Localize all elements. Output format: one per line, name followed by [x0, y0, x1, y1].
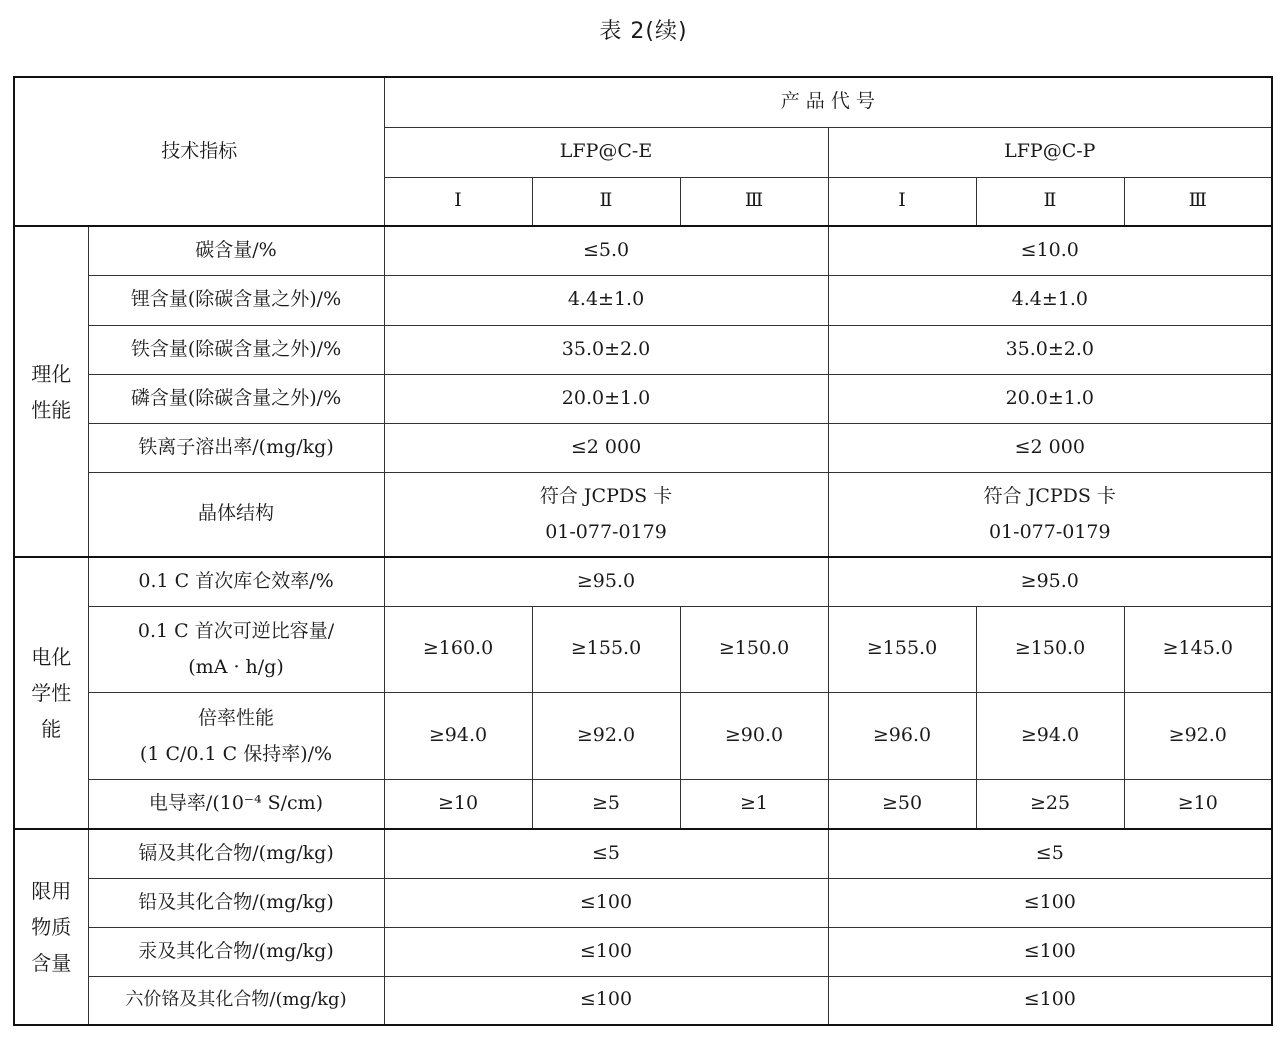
row-label-cadmium: 镉及其化合物/(mg/kg)	[88, 829, 384, 878]
grade-header: Ⅲ	[1124, 177, 1272, 226]
table-row	[14, 927, 1272, 976]
grade-header: Ⅰ	[384, 177, 532, 226]
table-row	[14, 472, 1272, 557]
value-cell: ≤100	[828, 976, 1272, 1025]
value-cell: ≤2 000	[828, 423, 1272, 472]
table-row	[14, 606, 1272, 692]
grade-header: Ⅱ	[976, 177, 1124, 226]
table-row	[14, 829, 1272, 878]
value-cell: ≥50	[828, 779, 976, 829]
value-cell: ≥92.0	[1124, 692, 1272, 779]
value-cell: ≤5	[828, 829, 1272, 878]
row-label-chromium: 六价铬及其化合物/(mg/kg)	[88, 976, 384, 1025]
value-cell: 35.0±2.0	[828, 325, 1272, 374]
value-cell: ≥155.0	[532, 606, 680, 692]
table-row	[14, 692, 1272, 779]
value-cell: ≥10	[1124, 779, 1272, 829]
value-cell: 4.4±1.0	[384, 275, 828, 325]
value-cell: ≥96.0	[828, 692, 976, 779]
category-electrochem: 电化 学性 能	[14, 557, 88, 829]
table-row	[14, 374, 1272, 423]
product-lfp-c-p: LFP@C-P	[828, 127, 1272, 177]
value-cell: ≥160.0	[384, 606, 532, 692]
product-lfp-c-e: LFP@C-E	[384, 127, 828, 177]
value-cell: 35.0±2.0	[384, 325, 828, 374]
grade-header: Ⅲ	[680, 177, 828, 226]
value-cell: ≤100	[384, 927, 828, 976]
table-row	[14, 557, 1272, 606]
table-caption: 表 2(续)	[599, 19, 688, 44]
value-cell: ≥95.0	[828, 557, 1272, 606]
value-cell: ≥1	[680, 779, 828, 829]
spec-table	[13, 76, 1273, 1026]
value-cell: ≥95.0	[384, 557, 828, 606]
value-cell: 20.0±1.0	[384, 374, 828, 423]
table-row	[14, 423, 1272, 472]
value-cell: ≥94.0	[976, 692, 1124, 779]
value-cell: ≤100	[828, 878, 1272, 927]
value-cell: ≤100	[384, 878, 828, 927]
category-physchem: 理化 性能	[14, 226, 88, 557]
value-cell: 符合 JCPDS 卡 01-077-0179	[828, 472, 1272, 557]
row-label-coulombic: 0.1 C 首次库仑效率/%	[88, 557, 384, 606]
value-cell: ≥150.0	[976, 606, 1124, 692]
value-cell: ≥5	[532, 779, 680, 829]
grade-header: Ⅱ	[532, 177, 680, 226]
value-cell: ≤100	[384, 976, 828, 1025]
value-cell: ≥145.0	[1124, 606, 1272, 692]
row-label-iron: 铁含量(除碳含量之外)/%	[88, 325, 384, 374]
row-label-crystal: 晶体结构	[88, 472, 384, 557]
grade-header: Ⅰ	[828, 177, 976, 226]
tech-index-header: 技术指标	[14, 77, 384, 226]
value-cell: ≥94.0	[384, 692, 532, 779]
value-cell: ≥150.0	[680, 606, 828, 692]
table-row	[14, 325, 1272, 374]
category-restricted: 限用 物质 含量	[14, 829, 88, 1025]
table-row	[14, 779, 1272, 829]
row-label-lead: 铅及其化合物/(mg/kg)	[88, 878, 384, 927]
value-cell: ≥10	[384, 779, 532, 829]
table-row	[14, 275, 1272, 325]
value-cell: ≤2 000	[384, 423, 828, 472]
table-row	[14, 976, 1272, 1025]
row-label-carbon: 碳含量/%	[88, 226, 384, 275]
value-cell: ≥90.0	[680, 692, 828, 779]
value-cell: ≤100	[828, 927, 1272, 976]
table-row	[14, 878, 1272, 927]
value-cell: ≤5	[384, 829, 828, 878]
value-cell: ≥25	[976, 779, 1124, 829]
value-cell: 4.4±1.0	[828, 275, 1272, 325]
row-label-phosphorus: 磷含量(除碳含量之外)/%	[88, 374, 384, 423]
value-cell: 符合 JCPDS 卡 01-077-0179	[384, 472, 828, 557]
header-row-1	[14, 77, 1272, 127]
value-cell: 20.0±1.0	[828, 374, 1272, 423]
value-cell: ≥155.0	[828, 606, 976, 692]
table-row	[14, 226, 1272, 275]
product-code-header: 产 品 代 号	[384, 77, 1272, 127]
value-cell: ≥92.0	[532, 692, 680, 779]
row-label-capacity: 0.1 C 首次可逆比容量/ (mA · h/g)	[88, 606, 384, 692]
row-label-mercury: 汞及其化合物/(mg/kg)	[88, 927, 384, 976]
value-cell: ≤5.0	[384, 226, 828, 275]
row-label-lithium: 锂含量(除碳含量之外)/%	[88, 275, 384, 325]
row-label-iron-dissolution: 铁离子溶出率/(mg/kg)	[88, 423, 384, 472]
row-label-conductivity: 电导率/(10⁻⁴ S/cm)	[88, 779, 384, 829]
row-label-rate: 倍率性能 (1 C/0.1 C 保持率)/%	[88, 692, 384, 779]
value-cell: ≤10.0	[828, 226, 1272, 275]
